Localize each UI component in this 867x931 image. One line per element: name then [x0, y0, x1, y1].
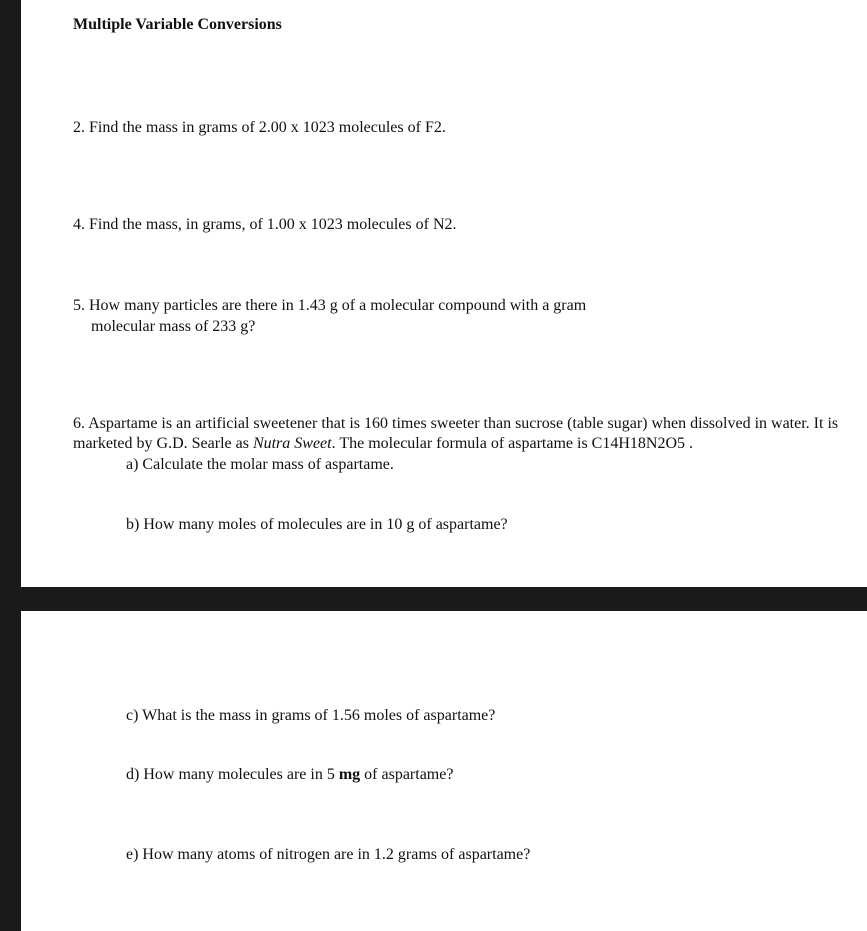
- worksheet-page-bottom: [21, 611, 867, 931]
- question-6-part-d-unit: mg: [338, 766, 361, 783]
- question-6-brand-name: Nutra Sweet: [252, 435, 332, 452]
- worksheet-page-top: [21, 0, 867, 587]
- question-6-part-e: e) How many atoms of nitrogen are in 1.2 grams of aspartame?: [126, 846, 531, 863]
- question-6-part-c: c) What is the mass in grams of 1.56 moles of aspartame?: [126, 707, 496, 724]
- question-6-part-d-text: d) How many molecules are in 5: [126, 766, 339, 783]
- worksheet-title: Multiple Variable Conversions: [73, 16, 282, 33]
- question-6-intro: [73, 414, 843, 454]
- question-6-part-b: b) How many moles of molecules are in 10 g of aspartame?: [126, 516, 508, 533]
- question-6-formula-text: . The molecular formula of aspartame is C14H18N2O5 .: [331, 435, 693, 452]
- question-5-line-2: molecular mass of 233 g?: [91, 318, 256, 335]
- question-6-part-a: a) Calculate the molar mass of aspartame.: [126, 456, 394, 473]
- question-6-intro-text: 6. Aspartame is an artificial sweetener that is 160 times sweeter than sucrose (table sugar) when dissolved in water. It is marketed by G.D. Searle as: [73, 415, 839, 452]
- question-2: 2. Find the mass in grams of 2.00 x 1023 molecules of F2.: [73, 119, 446, 136]
- question-5-line-1: 5. How many particles are there in 1.43 g of a molecular compound with a gram: [73, 297, 587, 314]
- question-6-part-d-tail: of aspartame?: [360, 766, 454, 783]
- question-4: 4. Find the mass, in grams, of 1.00 x 1023 molecules of N2.: [73, 216, 457, 233]
- question-6-part-d: [126, 765, 453, 785]
